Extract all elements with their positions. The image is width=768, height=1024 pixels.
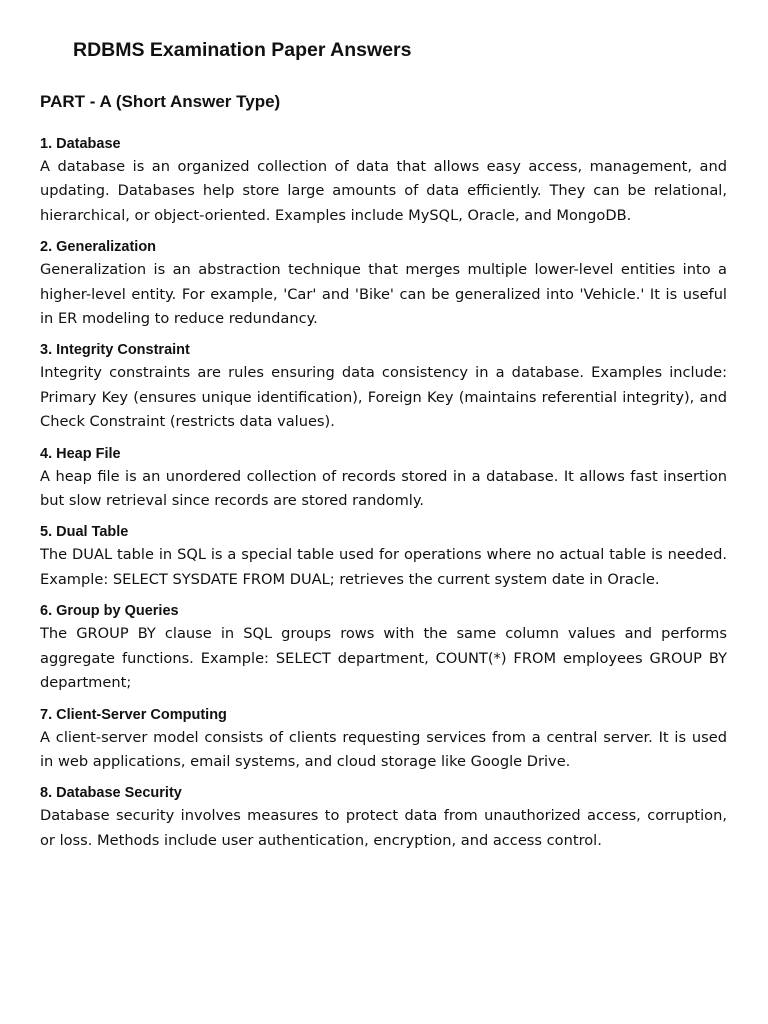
section-heading: 8. Database Security xyxy=(40,785,182,802)
section-integrity-constraint xyxy=(40,341,727,434)
section-body: The GROUP BY clause in SQL groups rows with the same column values and performs aggregate functions. Example: SELECT department, COUNT(*) FROM employees GROUP BY department; xyxy=(40,625,727,692)
section-heading: 1. Database xyxy=(40,136,121,152)
section-dual-table xyxy=(40,523,727,592)
section-body: Database security involves measures to protect data from unauthorized access, corruption, or loss. Methods include user authentication, encryption, and access control. xyxy=(40,807,727,849)
part-title: PART - A (Short Answer Type) xyxy=(40,92,281,111)
section-client-server-computing xyxy=(40,706,727,775)
section-heading: 6. Group by Queries xyxy=(40,603,179,620)
document-title: RDBMS Examination Paper Answers xyxy=(73,39,412,61)
section-database xyxy=(40,135,727,228)
section-body: Generalization is an abstraction technique that merges multiple lower-level entities into a higher-level entity. For example, 'Car' and 'Bike' can be generalized into 'Vehicle.' It is useful in ER modeling to reduce redundancy. xyxy=(40,261,727,328)
section-heap-file xyxy=(40,445,727,514)
section-body: Integrity constraints are rules ensuring data consistency in a database. Examples include: Primary Key (ensures unique identification), Foreign Key (maintains referential integrity), and Check Constraint (restricts data values). xyxy=(40,364,727,431)
section-heading: 4. Heap File xyxy=(40,445,121,462)
section-database-security xyxy=(40,784,727,853)
section-body: A database is an organized collection of data that allows easy access, management, and updating. Databases help store large amounts of data efficiently. They can be relational, hierarchical, or object-oriented. Examples include MySQL, Oracle, and MongoDB. xyxy=(40,158,727,224)
section-group-by-queries xyxy=(40,602,727,695)
section-heading: 3. Integrity Constraint xyxy=(40,342,190,359)
section-heading: 5. Dual Table xyxy=(40,524,129,541)
section-heading: 2. Generalization xyxy=(40,239,157,256)
section-generalization xyxy=(40,238,727,331)
section-body: A heap file is an unordered collection of records stored in a database. It allows fast insertion but slow retrieval since records are stored randomly. xyxy=(40,467,727,510)
section-body: A client-server model consists of clients requesting services from a central server. It is used in web applications, email systems, and cloud storage like Google Drive. xyxy=(40,728,727,770)
sections-list xyxy=(40,135,727,853)
section-heading: 7. Client-Server Computing xyxy=(40,706,227,723)
section-body: The DUAL table in SQL is a special table used for operations where no actual table is needed. Example: SELECT SYSDATE FROM DUAL; retrieves the current system date in Oracle. xyxy=(40,546,727,588)
